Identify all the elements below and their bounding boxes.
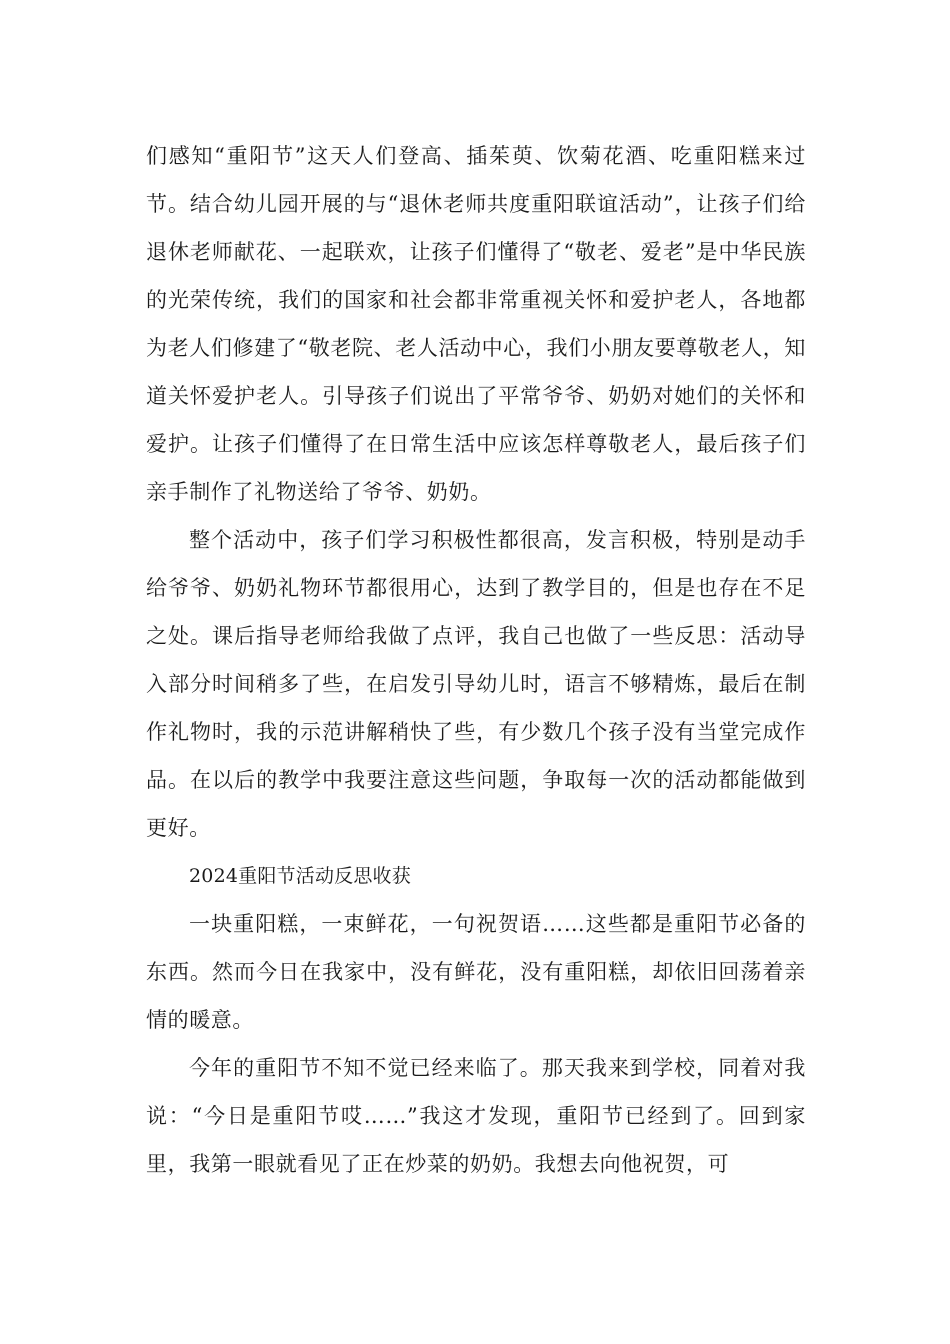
document-body xyxy=(146,132,806,1188)
paragraph-2: 整个活动中，孩子们学习积极性都很高，发言积极，特别是动手给爷爷、奶奶礼物环节都很用心，达到了教学目的，但是也存在不足之处。课后指导老师给我做了点评，我自己也做了一些反思：活动导入部分时间稍多了些，在启发引导幼儿时，语言不够精炼，最后在制作礼物时，我的示范讲解稍快了些，有少数几个孩子没有当堂完成作品。在以后的教学中我要注意这些问题，争取每一次的活动都能做到更好。 xyxy=(146,528,806,840)
paragraph-1: 们感知“重阳节”这天人们登高、插茱萸、饮菊花酒、吃重阳糕来过节。结合幼儿园开展的与“退休老师共度重阳联谊活动”，让孩子们给退休老师献花、一起联欢，让孩子们懂得了“敬老、爱老”是中华民族的光荣传统，我们的国家和社会都非常重视关怀和爱护老人，各地都为老人们修建了“敬老院、老人活动中心，我们小朋友要尊敬老人，知道关怀爱护老人。引导孩子们说出了平常爷爷、奶奶对她们的关怀和爱护。让孩子们懂得了在日常生活中应该怎样尊敬老人，最后孩子们亲手制作了礼物送给了爷爷、奶奶。 xyxy=(146,144,806,504)
section-heading: 2024重阳节活动反思收获 xyxy=(189,865,411,887)
paragraph-4: 今年的重阳节不知不觉已经来临了。那天我来到学校，同着对我说：“今日是重阳节哎……”我这才发现，重阳节已经到了。回到家里，我第一眼就看见了正在炒菜的奶奶。我想去向他祝贺，可 xyxy=(146,1056,806,1176)
paragraph-3: 一块重阳糕，一束鲜花，一句祝贺语……这些都是重阳节必备的东西。然而今日在我家中，没有鲜花，没有重阳糕，却依旧回荡着亲情的暖意。 xyxy=(146,912,806,1032)
